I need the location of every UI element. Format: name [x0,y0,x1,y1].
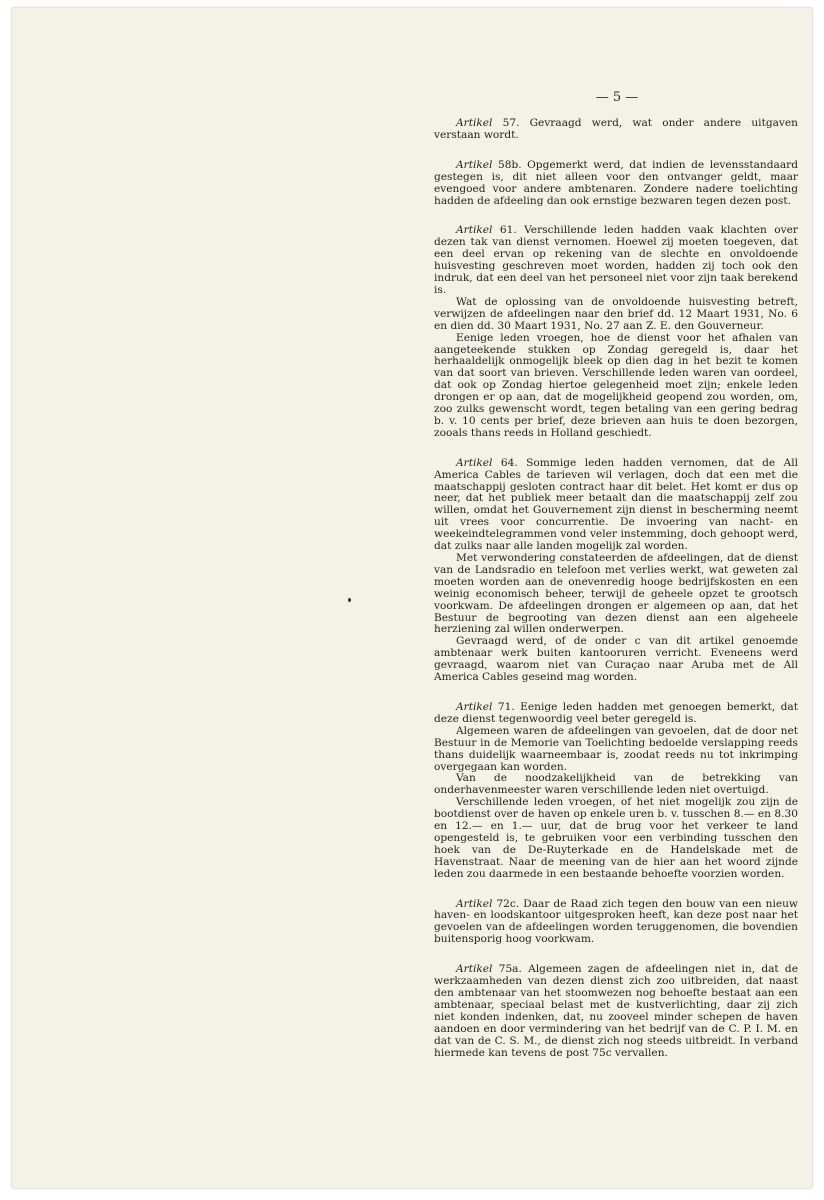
paragraph: Eenige leden vroegen, hoe de dienst voor het afhalen van aangeteekende stukken op Zondag geregeld is, daar het herhaaldelijk onmogelijk bleek op dien dag in het bezit te komen van dat soort van brieven. Verschillende leden waren van oordeel, dat ook op Zondag hiertoe gelegenheid moet zijn; enkele leden drongen er op aan, dat de mogelijkheid geopend zou worden, om, zoo zulks gewenscht wordt, tegen betaling van een gering bedrag b. v. 10 cents per brief, deze brieven aan huis te doen bezorgen, zooals thans reeds in Holland geschiedt. [434,331,798,439]
paragraph [434,964,798,1059]
paragraph-text: 75a. Algemeen zagen de afdeelingen niet in, dat de werkzaamheden van dezen dienst zich zoo uitbreiden, dat naast den ambtenaar van het stoomwezen nog behoefte bestaat aan een ambtenaar, speciaal belast met de kustverlichting, daar zij zich niet konden indenken, dat, nu zooveel minder schepen de haven aandoen en door vermindering van het bedrijf van de C. P. I. M. en dat van de C. S. M., de dienst zich nog steeds uitbreidt. In verband hiermede kan tevens de post 75c vervallen. [434,963,798,1059]
paragraph [434,225,798,296]
article-label: Artikel [456,224,493,237]
article-72c [434,899,798,947]
article-61 [434,225,798,439]
paragraph: Gevraagd werd, of de onder c van dit artikel genoemde ambtenaar werk buiten kantooruren verricht. Eveneens werd gevraagd, waarom niet van Curaçao naar Aruba met de All America Cables geseind mag worden. [434,635,798,684]
paragraph: Met verwondering constateerden de afdeelingen, dat de dienst van de Landsradio en telefoon met verlies werkt, wat geweten zal moeten worden aan de onevenredig hooge bedrijfskosten en een weinig economisch beheer, terwijl de geheele opzet te grootsch voorkwam. De afdeelingen drongen er algemeen op aan, dat het Bestuur de begrooting van dezen dienst aan een algeheele herziening zal willen onderwerpen. [434,552,798,636]
article-label: Artikel [456,456,493,469]
paragraph: Van de noodzakelijkheid van de betrekking van onderhavenmeester waren verschillende leden niet overtuigd. [434,772,798,797]
article-71 [434,702,798,881]
paragraph-text: 71. Eenige leden hadden met genoegen bemerkt, dat deze dienst tegenwoordig veel beter geregeld is. [434,700,798,725]
paragraph [434,899,798,947]
article-64 [434,458,798,684]
article-75a [434,964,798,1059]
paragraph-text: 61. Verschillende leden hadden vaak klachten over dezen tak van dienst vernomen. Hoewel zij moeten toegeven, dat een deel ervan op rekening van de slechte en onvoldoende huisvesting geschreven moet worden, hadden zij toch ook den indruk, dat een deel van het personeel niet voor zijn taak berekend is. [434,224,798,296]
article-label: Artikel [456,117,493,129]
article-57 [434,118,798,142]
paragraph-text: 58b. Opgemerkt werd, dat indien de levensstandaard gestegen is, dit niet alleen voor den ontvanger geldt, maar evengoed voor andere ambtenaren. Zondere nadere toelichting hadden de afdeeling dan ook ernstige bezwaren tegen dezen post. [434,158,798,207]
paragraph [434,160,798,208]
paragraph [434,118,798,142]
paragraph [434,458,798,553]
paragraph [434,702,798,726]
article-label: Artikel [456,963,493,976]
text-column [434,118,798,1077]
paragraph-text: 64. Sommige leden hadden vernomen, dat de All America Cables de tarieven wil verlagen, doch dat een met die maatschappij gesloten contract haar dit belet. Het komt er dus op neer, dat het publiek meer betaalt dan die maatschappij zelf zou willen, omdat het Gouvernement zijn dienst in bescherming neemt uit vrees voor concurrentie. De invoering van nacht- en weekeindtelegrammen vond veler instemming, doch gehoopt werd, dat zulks naar alle landen mogelijk zal worden. [434,456,798,553]
article-label: Artikel [456,158,493,171]
paragraph: Verschillende leden vroegen, of het niet mogelijk zou zijn de bootdienst over de haven op enkele uren b. v. tusschen 8.— en 8.30 en 12.— en 1.— uur, dat de brug voor het verkeer te land opengesteld is, te gebruiken voor een verbinding tusschen den hoek van de De-Ruyterkade en de Handelskade met de Havenstraat. Naar de meening van de hier aan het woord zijnde leden zou daarmede in een bestaande behoefte voorzien worden. [434,796,798,880]
paragraph-text: 57. Gevraagd werd, wat onder andere uitgaven verstaan wordt. [434,117,798,141]
paragraph-text: 72c. Daar de Raad zich tegen den bouw van een nieuw haven- en loodskantoor uitgesproken heeft, kan deze post naar het gevoelen van de afdeelingen worden teruggenomen, die bovendien buitensporig hoog voorkwam. [434,897,798,946]
ink-speck [348,598,351,602]
article-label: Artikel [456,897,493,910]
document-page [12,8,812,1188]
paragraph: Algemeen waren de afdeelingen van gevoelen, dat de door net Bestuur in de Memorie van Toelichting bedoelde verslapping reeds thans duidelijk waarneembaar is, zoodat reeds nu tot inkrimping overgegaan kan worden. [434,724,798,773]
article-58b [434,160,798,208]
article-label: Artikel [456,700,493,713]
page-number: — 5 — [595,90,639,105]
paragraph: Wat de oplossing van de onvoldoende huisvesting betreft, verwijzen de afdeelingen naar den brief dd. 12 Maart 1931, No. 6 en dien dd. 30 Maart 1931, No. 27 aan Z. E. den Gouverneur. [434,295,798,332]
